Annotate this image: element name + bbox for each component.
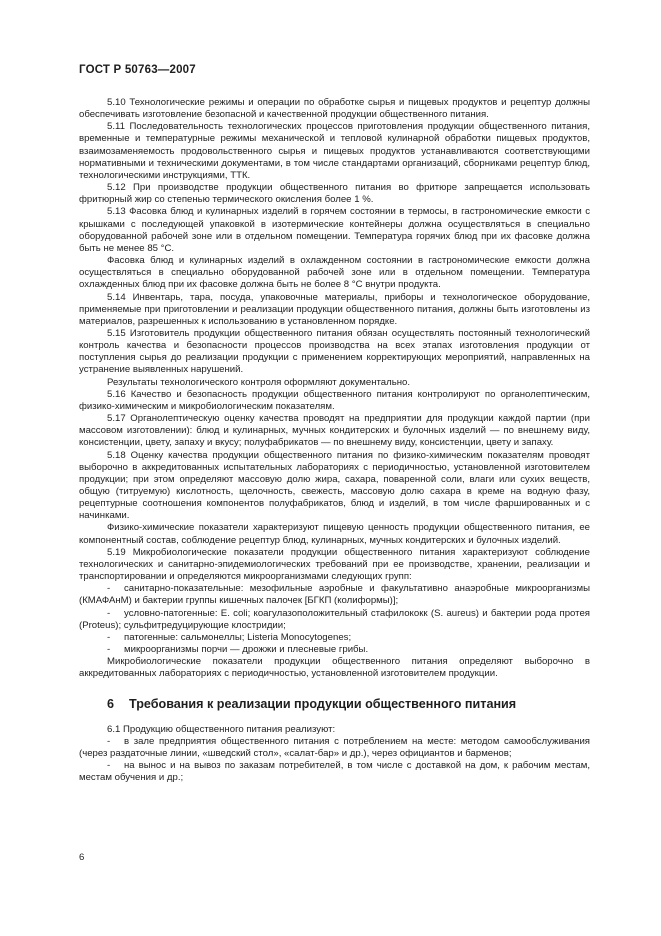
list-item-text: патогенные: сальмонеллы; Listeria Monocytogenes; (124, 631, 352, 643)
list-dash: - (107, 607, 111, 619)
list-item (79, 632, 590, 644)
section-number: 6 (107, 696, 115, 711)
section-heading (107, 696, 590, 712)
list-item (79, 583, 590, 607)
list-dash: - (107, 631, 111, 643)
list-dash: - (107, 644, 111, 656)
list-item (79, 736, 590, 760)
list-item (79, 608, 590, 632)
paragraph-5-15: 5.15 Изготовитель продукции общественного питания обязан осуществлять постоянный технологический контроль качества и безопасности процессов производства на всех этапах изготовления продукции от поступления сырья до реализации продукции с применением корректирующих мероприятий, направленных на устранение выявленных нарушений. (79, 327, 590, 376)
page-number: 6 (79, 852, 85, 863)
list-item-text: микроорганизмы порчи — дрожжи и плесневые грибы. (124, 644, 369, 656)
paragraph-5-11: 5.11 Последовательность технологических процессов приготовления продукции общественного питания, временные и температурные режимы механической и тепловой кулинарной обработки пищевых продуктов, взаимозаменяемость продовольственного сырья и пищевых продуктов устанавливаются соответствующими нормативными и техническими документами, в том числе стандартами организаций, сборниками рецептур блюд, технологическими инструкциями, ТТК. (79, 121, 590, 181)
list-dash: - (107, 735, 111, 747)
paragraph-5-13: 5.13 Фасовка блюд и кулинарных изделий в горячем состоянии в термосы, в гастрономические емкости с крышками с последующей упаковкой в изотермические контейнеры должна осуществляться в специально оборудованной рабочей зоне или в отдельном помещении. Температура горячих блюд при их фасовке должна быть не менее 85 °С. (79, 206, 590, 254)
list-item-text: условно-патогенные: E. coli; коагулазоположительный стафилококк (S. aureus) и бактерии рода протея (Proteus); сульфитредуцирующие клостридии; (79, 607, 590, 631)
section-title: Требования к реализации продукции общественного питания (129, 696, 517, 711)
paragraph-5-15-cont: Результаты технологического контроля оформляют документально. (107, 376, 411, 388)
paragraph-5-17: 5.17 Органолептическую оценку качества проводят на предприятии для продукции каждой партии (при массовом изготовлении): блюд и кулинарных, мучных кондитерских и булочных изделий — по внешнему виду, консистенции, цвету, запаху и вкусу; полуфабрикатов — по внешнему виду, консистенции, цвету и запаху. (79, 413, 590, 449)
paragraph-microbio-summary: Микробиологические показатели продукции общественного питания определяют выборочно в аккредитованных лабораториях с периодичностью, установленной изготовителем продукции. (79, 656, 590, 680)
standard-header: ГОСТ Р 50763—2007 (79, 64, 196, 76)
paragraph-5-14: 5.14 Инвентарь, тара, посуда, упаковочные материалы, приборы и технологическое оборудование, применяемые при приготовлении и реализации продукции общественного питания, должны быть изготовлены из материалов, разрешенных к использованию в установленном порядке. (79, 291, 590, 327)
list-item (79, 644, 590, 656)
paragraph-6-1: 6.1 Продукцию общественного питания реализуют: (107, 723, 336, 735)
list-item-text: на вынос и на вывоз по заказам потребителей, в том числе с доставкой на дом, к рабочим местам, местам обучения и др.; (79, 759, 590, 784)
paragraph-5-16: 5.16 Качество и безопасность продукции общественного питания контролируют по органолептическим, физико-химическим и микробиологическим показателям. (79, 388, 590, 412)
paragraph-5-18: 5.18 Оценку качества продукции общественного питания по физико-химическим показателям проводят выборочно в аккредитованных испытательных лабораториях с периодичностью, установленной изготовителем продукции; при этом определяют массовую долю жира, сахара, поваренной соли, влаги или сухих веществ, общую (титруемую) кислотность, щелочность, свежесть, массовую долю сахара в креме на водную фазу, рецептурные соотношения компонентов полуфабрикатов, блюд и изделий, в том числе фаршированных и с начинками. (79, 449, 590, 522)
list-dash: - (107, 583, 111, 595)
paragraph-5-12: 5.12 При производстве продукции общественного питания во фритюре запрещается использовать фритюрный жир со степенью термического окисления более 1 %. (79, 182, 590, 206)
list-item-text: в зале предприятия общественного питания с потреблением на месте: методом самообслуживания (через раздаточные линии, «шведский стол», «салат-бар» и др.), через официантов и барменов; (79, 735, 590, 759)
list-item (79, 760, 590, 784)
paragraph-5-10: 5.10 Технологические режимы и операции по обработке сырья и пищевых продуктов и рецептур должны обеспечивать изготовление безопасной и качественной продукции общественного питания. (79, 97, 590, 121)
paragraph-5-13-cont: Фасовка блюд и кулинарных изделий в охлажденном состоянии в гастрономические емкости должна осуществляться в специально оборудованной рабочей зоне или в отдельном помещении. Температура охлажденных блюд при их фасовке должна быть не более 8 °С внутри продукта. (79, 255, 590, 291)
document-body (79, 97, 590, 784)
paragraph-5-18-cont: Физико-химические показатели характеризуют пищевую ценность продукции общественного питания, ее компонентный состав, соблюдение рецептур блюд, кулинарных, мучных кондитерских и булочных изделий. (79, 522, 590, 546)
list-item-text: санитарно-показательные: мезофильные аэробные и факультативно анаэробные микроорганизмы (КМАФАнМ) и бактерии группы кишечных палочек [БГКП (колиформы)]; (79, 583, 590, 607)
paragraph-5-19: 5.19 Микробиологические показатели продукции общественного питания характеризуют соблюдение технологических и санитарно-эпидемиологических требований при ее производстве, хранении, реализации и транспортировании и определяются микроорганизмами следующих групп: (79, 546, 590, 583)
list-dash: - (107, 759, 111, 771)
